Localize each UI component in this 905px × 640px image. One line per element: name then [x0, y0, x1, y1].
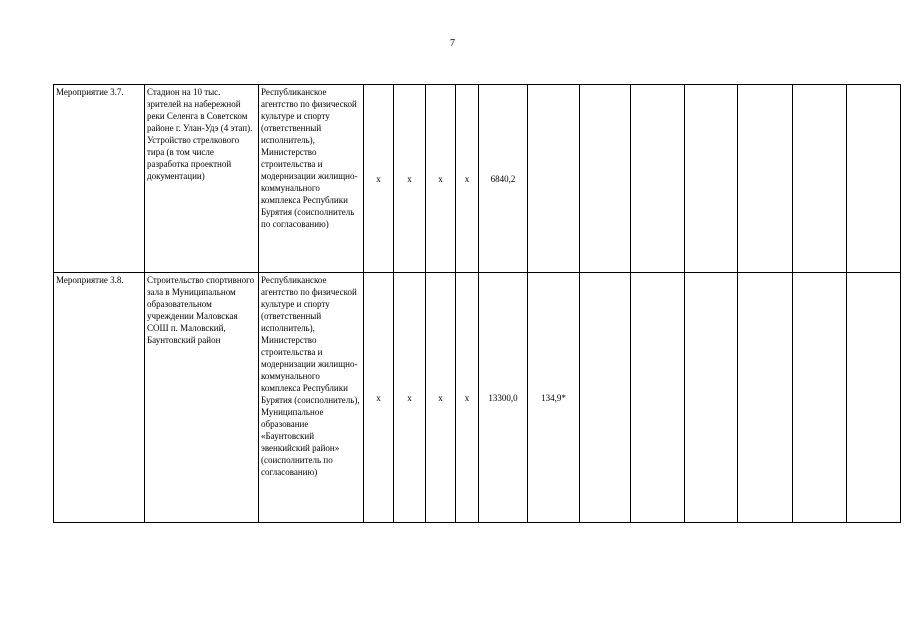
year-cell: x: [456, 273, 479, 523]
measure-cell: Мероприятие 3.8.: [54, 273, 145, 523]
amount-cell: [793, 85, 847, 273]
table-row: [54, 85, 901, 273]
year-cell: x: [456, 85, 479, 273]
amount-cell: 13300,0: [479, 273, 528, 523]
amount-cell: [631, 273, 685, 523]
amount-cell: 6840,2: [479, 85, 528, 273]
amount-cell: [685, 85, 738, 273]
page-number: 7: [450, 38, 455, 49]
year-cell: x: [394, 85, 426, 273]
amount-cell: [793, 273, 847, 523]
amount-cell: [685, 273, 738, 523]
amount-cell: [528, 85, 580, 273]
amount-cell: [847, 85, 901, 273]
executor-cell: Республиканское агентство по физической культуре и спорту (ответственный исполнитель), Министерство строительства и модернизации жилищно-коммунального комплекса Республики Бурятия (соисполнитель по согласованию): [259, 85, 364, 273]
program-table: [53, 84, 901, 523]
amount-cell: [738, 273, 793, 523]
year-cell: x: [364, 85, 394, 273]
amount-cell: [738, 85, 793, 273]
amount-cell: [580, 273, 631, 523]
year-cell: x: [426, 273, 456, 523]
measure-name-cell: Строительство спортивного зала в Муниципальном образовательном учреждении Маловская СОШ п. Маловский, Баунтовский район: [145, 273, 259, 523]
amount-cell: [847, 273, 901, 523]
amount-cell: [580, 85, 631, 273]
year-cell: x: [364, 273, 394, 523]
measure-name-cell: Стадион на 10 тыс. зрителей на набережной реки Селенга в Советском районе г. Улан-Удэ (4 этап). Устройство стрелкового тира (в том числе разработка проектной документации): [145, 85, 259, 273]
amount-cell: 134,9*: [528, 273, 580, 523]
table-row: [54, 273, 901, 523]
year-cell: x: [426, 85, 456, 273]
amount-cell: [631, 85, 685, 273]
year-cell: x: [394, 273, 426, 523]
measure-cell: Мероприятие 3.7.: [54, 85, 145, 273]
executor-cell: Республиканское агентство по физической культуре и спорту (ответственный исполнитель), Министерство строительства и модернизации жилищно-коммунального комплекса Республики Бурятия (соисполнитель), Муниципальное образование «Баунтовский эвенкийский район» (соисполнитель по согласованию): [259, 273, 364, 523]
